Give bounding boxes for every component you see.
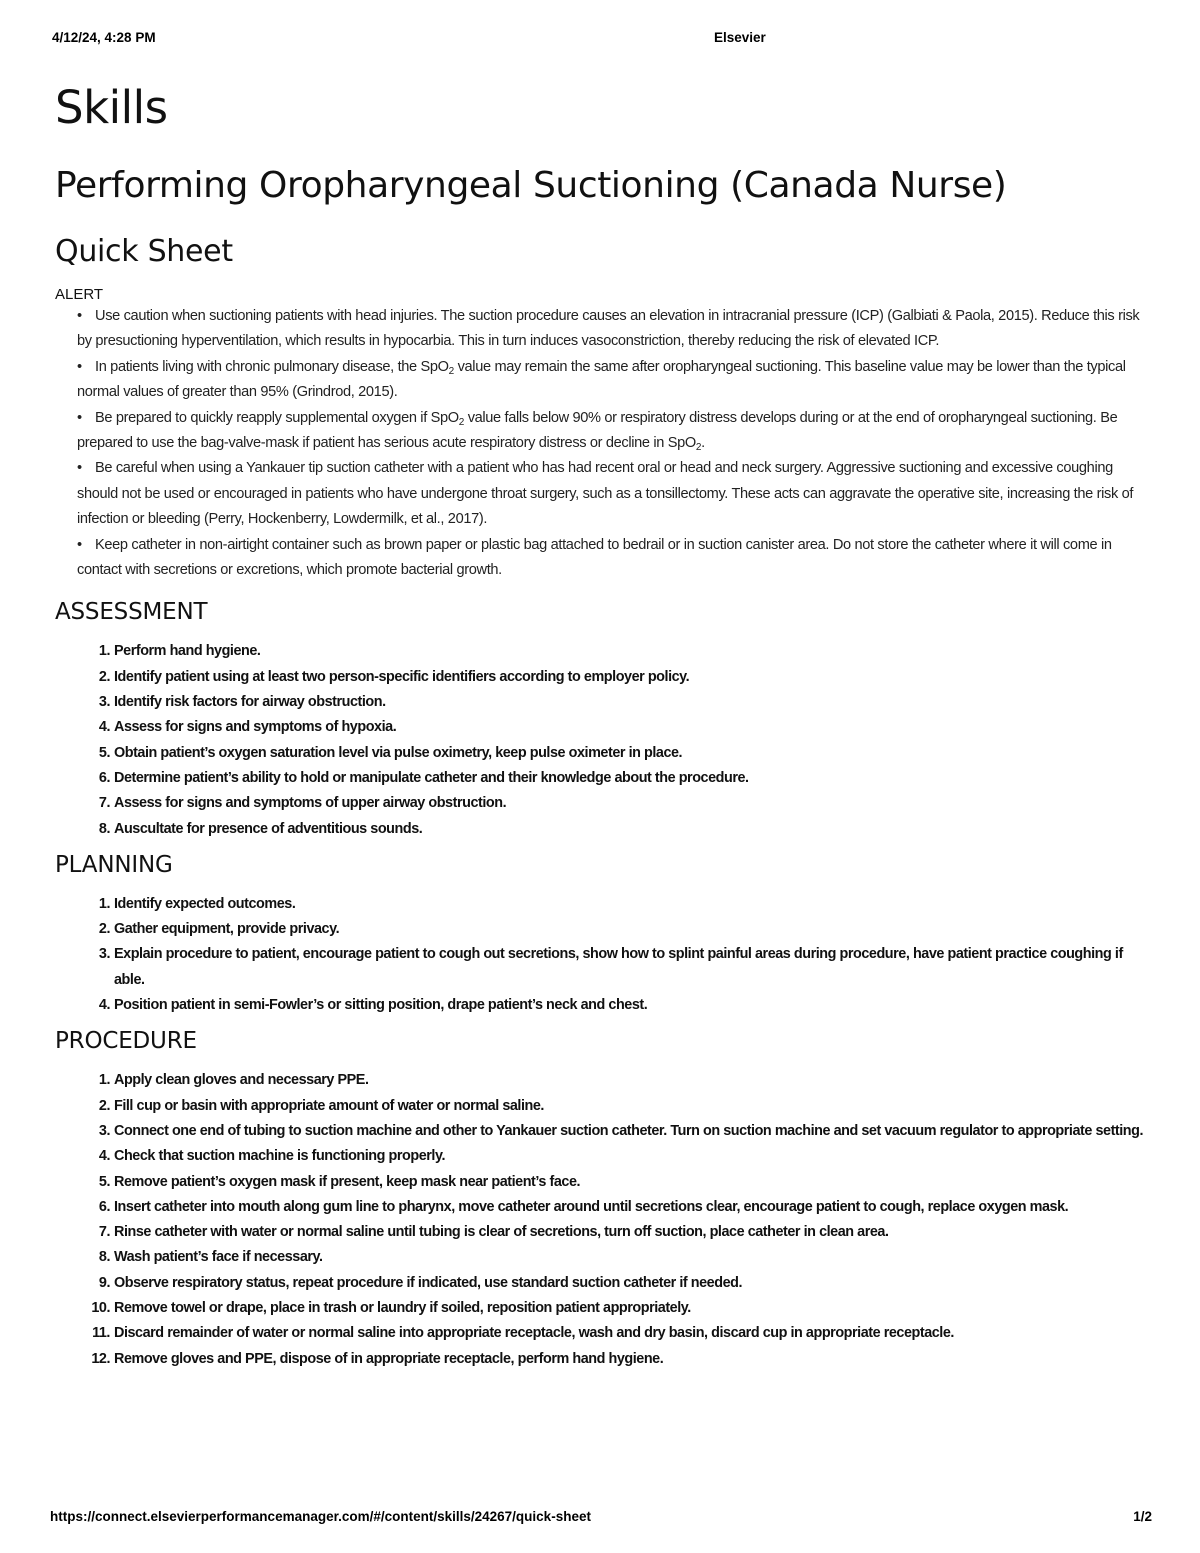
- step-item: [55, 817, 1152, 842]
- step-text: Wash patient’s face if necessary.: [114, 1249, 323, 1266]
- alert-label: ALERT: [55, 286, 104, 303]
- procedure-steps: [55, 1068, 1152, 1372]
- alert-item: [77, 533, 1152, 584]
- alert-list: [55, 304, 1152, 583]
- step-item: [55, 1347, 1152, 1372]
- section-heading-planning: PLANNING: [55, 851, 173, 878]
- alert-text: Be careful when using a Yankauer tip suction catheter with a patient who has had recent oral or head and neck surgery. Aggressive suctioning and excessive coughing should not be used or encouraged in patients who have undergone throat surgery, such as a tonsillectomy. These acts can aggravate the operative site, increasing the risk of infection or bleeding (Perry, Hockenberry, Lowdermilk, et al., 2017).: [77, 460, 1134, 528]
- document-content: [55, 78, 1152, 1372]
- alert-text: In patients living with chronic pulmonary disease, the SpO: [95, 358, 449, 375]
- print-date-time: 4/12/24, 4:28 PM: [52, 30, 156, 45]
- step-text: Connect one end of tubing to suction machine and other to Yankauer suction catheter. Turn on suction machine and set vacuum regulator to appropriate setting.: [114, 1122, 1144, 1139]
- step-number: 12.: [91, 1350, 110, 1367]
- alert-text: Keep catheter in non-airtight container such as brown paper or plastic bag attached to bedrail or in suction canister area. Do not store the catheter where it will come in contact with secretions or excretions, which promote bacterial growth.: [77, 536, 1112, 579]
- step-text: Assess for signs and symptoms of upper airway obstruction.: [114, 795, 507, 812]
- alert-text: value may remain the same after oropharyngeal suctioning. This baseline value may be lower than the typical normal values of greater than 95% (Grindrod, 2015).: [77, 358, 1126, 401]
- step-text: Discard remainder of water or normal saline into appropriate receptacle, wash and dry basin, discard cup in appropriate receptacle.: [114, 1325, 954, 1342]
- step-item: [55, 665, 1152, 690]
- step-text: Identify expected outcomes.: [114, 895, 296, 912]
- step-number: 3.: [98, 694, 110, 711]
- step-number: 6.: [98, 769, 110, 786]
- planning-steps: [55, 892, 1152, 1018]
- step-text: Check that suction machine is functioning properly.: [114, 1148, 445, 1165]
- step-number: 7.: [98, 795, 110, 812]
- step-number: 2.: [98, 1097, 110, 1114]
- alert-item: [77, 406, 1152, 457]
- subscript: 2: [458, 416, 464, 428]
- step-number: 1.: [98, 1072, 110, 1089]
- page-number: 1/2: [1133, 1509, 1152, 1524]
- step-number: 4.: [98, 997, 110, 1014]
- print-footer: [50, 1509, 1152, 1527]
- step-item: [55, 1094, 1152, 1119]
- bullet-icon: •: [77, 358, 82, 375]
- step-item: [55, 942, 1152, 993]
- alert-text: Be prepared to quickly reapply supplemental oxygen if SpO: [95, 409, 459, 426]
- step-text: Position patient in semi-Fowler’s or sitting position, drape patient’s neck and chest.: [114, 997, 648, 1014]
- step-text: Assess for signs and symptoms of hypoxia.: [114, 719, 397, 736]
- step-text: Observe respiratory status, repeat procedure if indicated, use standard suction catheter if needed.: [114, 1274, 743, 1291]
- section-heading-procedure: PROCEDURE: [55, 1028, 197, 1055]
- page-url-link[interactable]: https://connect.elsevierperformancemanager.com/#/content/skills/24267/quick-sheet: [50, 1509, 591, 1524]
- alert-text: Use caution when suctioning patients with head injuries. The suction procedure causes an elevation in intracranial pressure (ICP) (Galbiati & Paola, 2015). Reduce this risk by presuctioning hyperventilation, which results in hypocarbia. This in turn induces vasoconstriction, thereby reducing the risk of elevated ICP.: [77, 308, 1140, 350]
- print-header: [52, 30, 1152, 48]
- step-item: [55, 741, 1152, 766]
- step-text: Identify patient using at least two person-specific identifiers according to employer policy.: [114, 668, 690, 685]
- subscript: 2: [695, 442, 702, 454]
- section-heading-assessment: ASSESSMENT: [55, 599, 208, 626]
- step-number: 2.: [98, 668, 110, 685]
- alert-text: value falls below 90% or respiratory distress develops during or at the end of oropharyngeal suctioning. Be prepared to use the bag-valve-mask if patient has serious acute respiratory distress or decline in SpO: [77, 409, 1118, 452]
- step-item: [55, 715, 1152, 740]
- step-text: Explain procedure to patient, encourage patient to cough out secretions, show how to splint painful areas during procedure, have patient practice coughing if able.: [114, 946, 1123, 988]
- step-item: [55, 1170, 1152, 1195]
- step-item: [55, 892, 1152, 917]
- step-number: 1.: [98, 643, 110, 660]
- assessment-steps: [55, 639, 1152, 841]
- step-item: [55, 1245, 1152, 1270]
- step-text: Remove towel or drape, place in trash or laundry if soiled, reposition patient appropriately.: [114, 1300, 691, 1316]
- bullet-icon: •: [77, 409, 82, 426]
- step-text: Gather equipment, provide privacy.: [114, 921, 340, 938]
- step-text: Fill cup or basin with appropriate amount of water or normal saline.: [114, 1097, 544, 1114]
- alert-item: [77, 355, 1152, 406]
- subscript: 2: [448, 365, 454, 377]
- alert-text: .: [701, 435, 705, 452]
- step-text: Apply clean gloves and necessary PPE.: [114, 1072, 369, 1089]
- step-number: 4.: [98, 719, 110, 736]
- print-site-name: Elsevier: [714, 30, 766, 45]
- quick-sheet-heading: Quick Sheet: [55, 234, 233, 269]
- bullet-icon: •: [77, 536, 82, 553]
- step-number: 8.: [98, 1249, 110, 1266]
- step-text: Remove patient’s oxygen mask if present, keep mask near patient’s face.: [114, 1173, 581, 1190]
- step-item: [55, 690, 1152, 715]
- step-text: Perform hand hygiene.: [114, 643, 261, 660]
- step-number: 8.: [98, 820, 110, 837]
- step-item: [55, 1220, 1152, 1245]
- step-text: Rinse catheter with water or normal saline until tubing is clear of secretions, turn off suction, place catheter in clean area.: [114, 1224, 889, 1241]
- step-number: 11.: [92, 1325, 110, 1342]
- step-text: Identify risk factors for airway obstruction.: [114, 694, 386, 711]
- step-item: [55, 1321, 1152, 1346]
- bullet-icon: •: [77, 460, 82, 477]
- step-number: 2.: [98, 921, 110, 938]
- step-number: 1.: [98, 895, 110, 912]
- step-text: Determine patient’s ability to hold or manipulate catheter and their knowledge about the procedure.: [114, 769, 749, 786]
- step-number: 3.: [98, 946, 110, 963]
- step-text: Insert catheter into mouth along gum line to pharynx, move catheter around until secretions clear, encourage patient to cough, replace oxygen mask.: [114, 1198, 1069, 1215]
- step-item: [55, 639, 1152, 664]
- alert-item: [77, 304, 1152, 355]
- step-item: [55, 1144, 1152, 1169]
- step-item: [55, 1195, 1152, 1220]
- step-text: Remove gloves and PPE, dispose of in appropriate receptacle, perform hand hygiene.: [114, 1350, 664, 1367]
- step-item: [55, 917, 1152, 942]
- step-item: [55, 766, 1152, 791]
- step-item: [55, 1296, 1152, 1321]
- step-number: 6.: [98, 1198, 110, 1215]
- step-item: [55, 791, 1152, 816]
- step-item: [55, 1271, 1152, 1296]
- step-text: Auscultate for presence of adventitious sounds.: [114, 820, 423, 837]
- step-item: [55, 1068, 1152, 1093]
- bullet-icon: •: [77, 308, 82, 324]
- step-number: 3.: [98, 1122, 110, 1139]
- step-item: [55, 993, 1152, 1018]
- step-number: 5.: [98, 1173, 110, 1190]
- step-number: 5.: [98, 744, 110, 761]
- step-text: Obtain patient’s oxygen saturation level via pulse oximetry, keep pulse oximeter in place.: [114, 744, 683, 761]
- page-heading: Skills: [55, 81, 168, 134]
- step-item: [55, 1119, 1152, 1144]
- step-number: 9.: [98, 1274, 110, 1291]
- step-number: 4.: [98, 1148, 110, 1165]
- step-number: 7.: [98, 1224, 110, 1241]
- step-number: 10.: [91, 1300, 110, 1316]
- page-title: Performing Oropharyngeal Suctioning (Canada Nurse): [55, 165, 1007, 206]
- alert-item: [77, 456, 1152, 532]
